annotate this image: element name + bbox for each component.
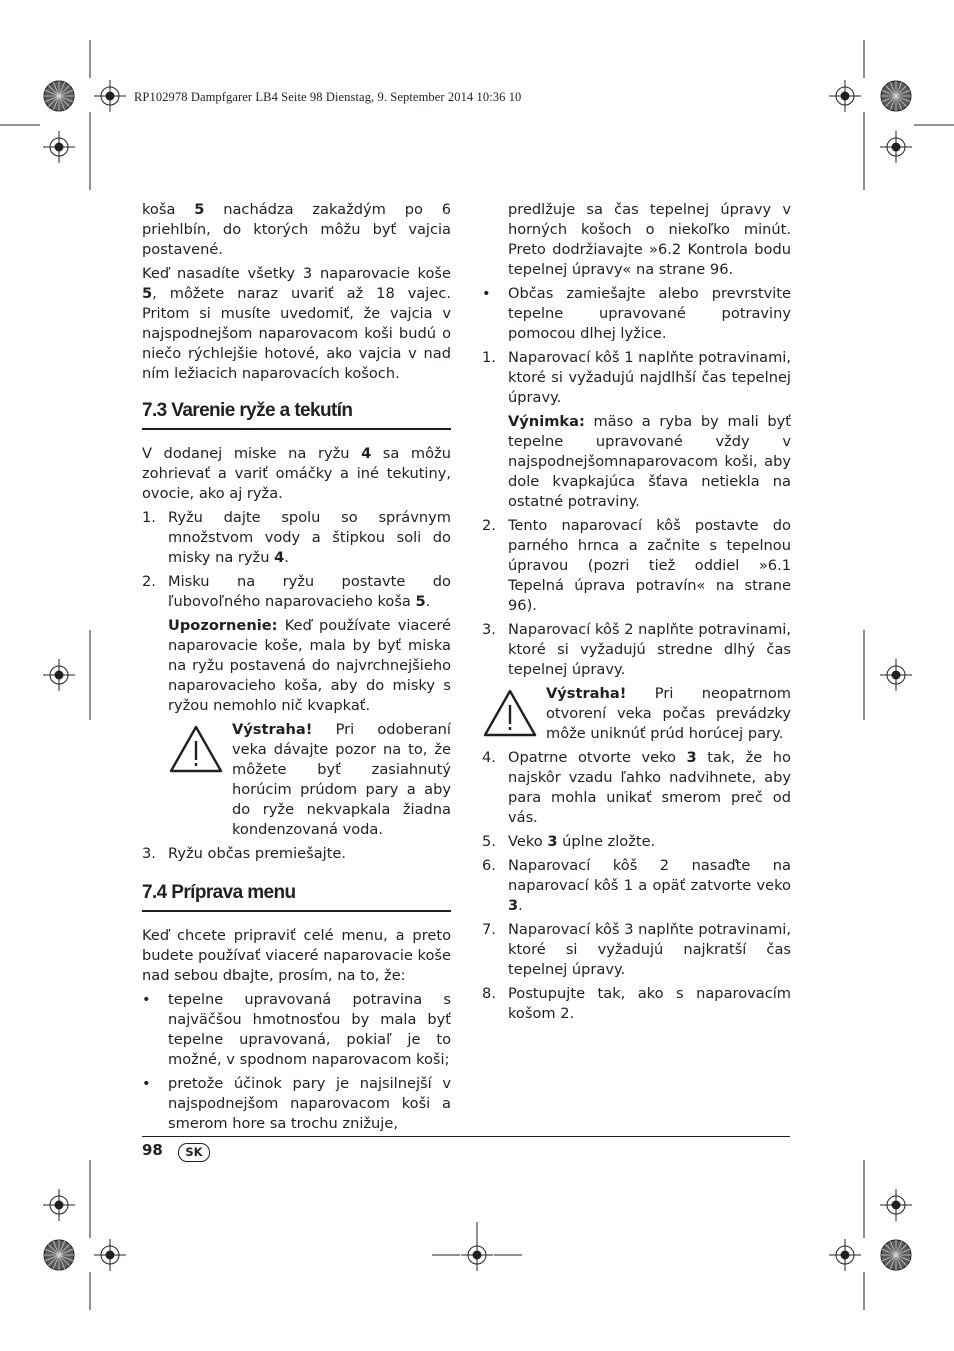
list-item: 8. Postupujte tak, ako s naparovacím košom 2. [482, 985, 791, 1022]
list-item: 1. Ryžu dajte spolu so správnym množstvom vody a štipkou soli do misky na ryžu 4. [142, 509, 451, 566]
list-item: 5. Veko 3 úplne zložte. [482, 833, 656, 850]
section-heading-7-4: 7.4 Príprava menu [142, 882, 451, 912]
list-item: • pretože účinok pary je najsilnejší v najspodnejšom naparovacom koši a smerom hore sa trochu znižuje, [142, 1075, 451, 1132]
intro-paragraph-2: Keď nasadíte všetky 3 naparovacie koše 5, môžete naraz uvariť až 18 vajec. Pritom si musíte uvedomiť, že vajcia v najspodnejšom naparovacom koši budú o niečo rýchlejšie hotové, ako vajcia v nad ním ležiacich naparovacích košoch. [142, 265, 451, 382]
language-badge: SK [178, 1143, 210, 1162]
exception-note: Výnimka: mäso a ryba by mali byť tepelne upravované vždy v najspodnejšomnaparovacom koši, aby dole kvapkajúca šťava netiekla na ostatné potraviny. [508, 413, 791, 510]
list-item: 2. Misku na ryžu postavte do ľubovoľného naparovacieho koša 5. [142, 573, 451, 610]
footer-rule [142, 1136, 790, 1137]
page-number: 98 [142, 1141, 163, 1159]
list-item: 1. Naparovací kôš 1 naplňte potravinami, ktoré si vyžadujú najdlhší čas tepelnej úpravy. [482, 349, 791, 406]
list-item: • tepelne upravovaná potravina s najväčšou hmotnosťou by mala byť tepelne upravovaná, pokiaľ je to možné, v spodnom naparovacom koši; [142, 991, 451, 1068]
section-7-3-intro: V dodanej miske na ryžu 4 sa môžu zohrievať a variť omáčky a iné tekutiny, ovocie, ako aj ryža. [142, 445, 451, 502]
section-7-4-intro: Keď chcete pripraviť celé menu, a preto budete používať viaceré naparovacie koše nad sebou dbajte, prosím, na to, že: [142, 927, 451, 984]
list-item: 6. Naparovací kôš 2 nasaďte na naparovací kôš 1 a opäť zatvorte veko 3. [482, 857, 791, 914]
right-column [482, 200, 791, 1028]
left-column [142, 200, 451, 1138]
list-item: 4. Opatrne otvorte veko 3 tak, že ho najskôr vzadu ľahko nadvihnete, aby para mohla unikať smerom preč od vás. [482, 749, 791, 826]
list-item: 2. Tento naparovací kôš postavte do parného hrnca a začnite s tepelnou úpravou (pozri tiež oddiel »6.1 Tepelná úprava potravín« na strane 96). [482, 517, 791, 614]
continued-bullet: predlžuje sa čas tepelnej úpravy v horných košoch o niekoľko minút. Preto dodržiavajte »6.2 Kontrola bodu tepelnej úpravy« na strane 96. [508, 201, 791, 278]
list-item: 3. Ryžu občas premiešajte. [142, 845, 347, 862]
section-heading-7-3: 7.3 Varenie ryže a tekutín [142, 400, 451, 430]
list-item: • Občas zamiešajte alebo prevrstvite tepelne upravované potraviny pomocou dlhej lyžice. [482, 285, 791, 342]
warning-icon [168, 724, 224, 774]
warning-block: Výstraha! Pri neopatrnom otvorení veka počas prevádzky môže uniknúť prúd horúcej pary. [482, 684, 791, 744]
intro-paragraph-1: koša 5 nachádza zakaždým po 6 priehlbín, do ktorých môžu byť vajcia postavené. [142, 201, 452, 258]
print-header: RP102978 Dampfgarer LB4 Seite 98 Dienstag, 9. September 2014 10:36 10 [134, 90, 522, 104]
list-item: 3. Naparovací kôš 2 naplňte potravinami, ktoré si vyžadujú stredne dlhý čas tepelnej úpravy. [482, 621, 791, 678]
warning-icon [482, 688, 538, 738]
list-item: 7. Naparovací kôš 3 naplňte potravinami, ktoré si vyžadujú najkratší čas tepelnej úpravy. [482, 921, 791, 978]
warning-block: Výstraha! Pri odoberaní veka dávajte pozor na to, že môžete byť zasiahnutý horúcim prúdom pary a aby do ryže nekvapkala žiadna kondenzovaná voda. [168, 720, 451, 840]
note-block: Upozornenie: Keď používate viaceré naparovacie koše, mala by byť miska na ryžu postavená do najvrchnejšieho naparovacieho koša, aby do misky s ryžou nemohlo nič kvapkať. [168, 617, 451, 714]
